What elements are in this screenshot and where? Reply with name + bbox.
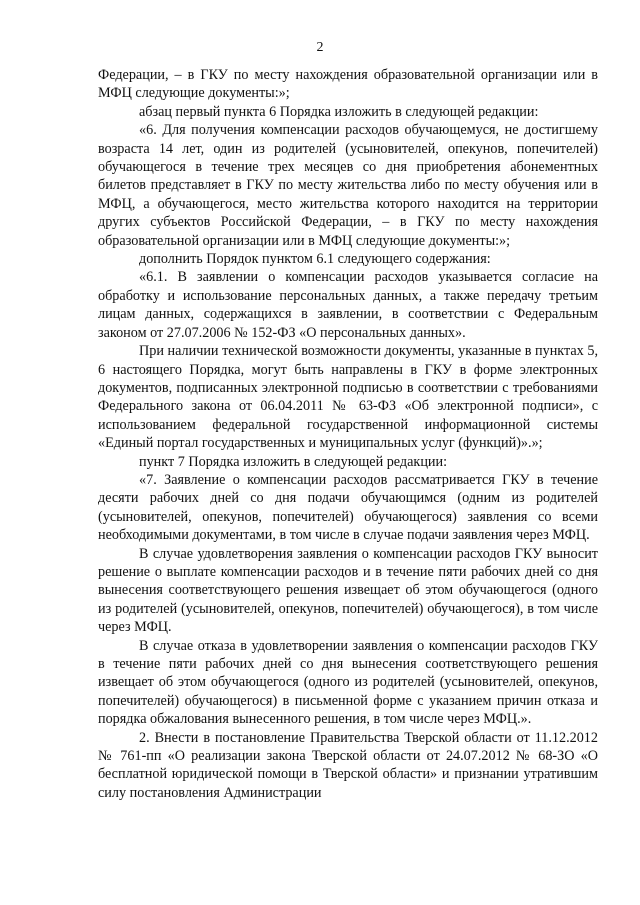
paragraph-6: При наличии технической возможности документы, указанные в пунктах 5, 6 настоящего Порядка, могут быть направлены в ГКУ в форме электронных документов, подписанных электронной подписью в соответствии с требованиями Федерального закона от 06.04.2011 № 63-ФЗ «Об электронной подписи», с использованием федеральной государственной информационной системы «Единый портал государственных и муниципальных услуг (функций)».»; (98, 343, 598, 452)
paragraph-4: дополнить Порядок пунктом 6.1 следующего содержания: (139, 251, 491, 268)
document-body (98, 66, 598, 802)
paragraph-11: 2. Внести в постановление Правительства Тверской области от 11.12.2012 № 761-пп «О реализации закона Тверской области от 24.07.2012 № 68-ЗО «О бесплатной юридической помощи в Тверской области» и признании утратившим силу постановления Администрации (98, 729, 598, 801)
paragraph-10: В случае отказа в удовлетворении заявления о компенсации расходов ГКУ в течение пяти рабочих дней со дня вынесения соответствующего решения извещает об этом обучающегося (одного из родителей (усыновителей, опекунов, попечителей) обучающегося) в письменной форме с указанием причин отказа и порядка обжалования вынесенного решения, в том числе через МФЦ.». (98, 637, 598, 728)
paragraph-7: пункт 7 Порядка изложить в следующей редакции: (139, 453, 448, 470)
page-number: 2 (316, 40, 324, 55)
paragraph-3: «6. Для получения компенсации расходов обучающемуся, не достигшему возраста 14 лет, один из родителей (усыновителей, опекунов, попечителей) обучающегося в течение трех месяцев со дня приобретения абонементных билетов представляет в ГКУ по месту жительства либо по месту обучения или в МФЦ, а обучающегося, место жительства которого находится на территории других субъектов Российской Федерации, – в ГКУ по месту нахождения образовательной организации или в МФЦ следующие документы:»; (98, 122, 598, 249)
paragraph-5: «6.1. В заявлении о компенсации расходов указывается согласие на обработку и использование персональных данных, а также передачу третьим лицам данных, содержащихся в заявлении, в соответствии с Федеральным законом от 27.07.2006 № 152-ФЗ «О персональных данных». (98, 269, 598, 341)
paragraph-2: абзац первый пункта 6 Порядка изложить в следующей редакции: (139, 103, 539, 120)
paragraph-8: «7. Заявление о компенсации расходов рассматривается ГКУ в течение десяти рабочих дней со дня подачи обучающимся (одним из родителей (усыновителей, опекунов, попечителей) обучающегося) заявления со всеми необходимыми документами, в том числе в случае подачи заявления через МФЦ. (98, 471, 598, 544)
paragraph-9: В случае удовлетворения заявления о компенсации расходов ГКУ выносит решение о выплате компенсации расходов и в течение пяти рабочих дней со дня вынесения соответствующего решения извещает об этом обучающегося (одного из родителей (усыновителей, опекунов, попечителей) обучающегося), в том числе через МФЦ. (98, 545, 598, 636)
paragraph-1: Федерации, – в ГКУ по месту нахождения образовательной организации или в МФЦ следующие документы:»; (98, 67, 598, 102)
